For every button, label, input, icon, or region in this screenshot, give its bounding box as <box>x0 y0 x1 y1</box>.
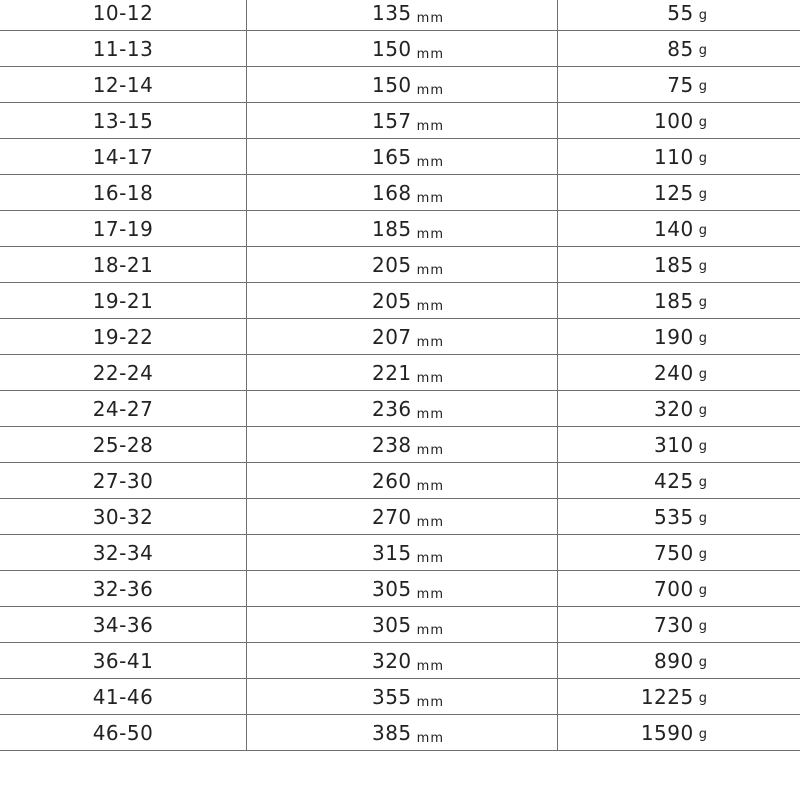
length-wrap <box>372 1 444 25</box>
weight-value: 700 <box>654 576 694 601</box>
length-unit: mm <box>416 154 444 170</box>
length-wrap <box>372 73 444 97</box>
length-cell <box>247 715 558 750</box>
weight-cell <box>558 211 800 246</box>
weight-unit: g <box>698 475 708 490</box>
length-unit: mm <box>416 586 444 602</box>
length-wrap <box>372 181 444 205</box>
weight-value: 535 <box>654 504 694 529</box>
weight-unit: g <box>698 367 708 382</box>
weight-value: 85 <box>667 36 694 61</box>
length-cell <box>247 607 558 642</box>
size-value: 17-19 <box>92 216 154 241</box>
length-unit: mm <box>416 658 444 674</box>
size-cell <box>0 139 247 174</box>
size-cell <box>0 463 247 498</box>
size-value: 46-50 <box>92 720 154 745</box>
weight-cell <box>558 679 800 714</box>
length-wrap <box>372 505 444 529</box>
size-cell <box>0 211 247 246</box>
weight-unit: g <box>698 439 708 454</box>
table-row <box>0 31 800 67</box>
weight-value: 190 <box>654 324 694 349</box>
size-value: 22-24 <box>92 360 154 385</box>
length-cell <box>247 31 558 66</box>
weight-cell <box>558 391 800 426</box>
size-cell <box>0 319 247 354</box>
length-value: 205 <box>371 288 412 313</box>
length-unit: mm <box>416 442 444 458</box>
weight-value: 1590 <box>640 720 694 745</box>
table-row <box>0 607 800 643</box>
length-value: 165 <box>371 144 412 169</box>
table-row <box>0 427 800 463</box>
weight-cell <box>558 427 800 462</box>
size-value: 32-34 <box>92 540 154 565</box>
weight-cell <box>558 355 800 390</box>
table-row <box>0 535 800 571</box>
weight-cell <box>558 283 800 318</box>
length-value: 185 <box>371 216 412 241</box>
weight-unit: g <box>698 655 708 670</box>
size-cell <box>0 535 247 570</box>
length-wrap <box>372 721 444 745</box>
size-value: 34-36 <box>92 612 154 637</box>
length-value: 320 <box>371 648 412 673</box>
size-value: 19-22 <box>92 324 154 349</box>
size-value: 30-32 <box>92 504 154 529</box>
size-value: 10-12 <box>92 1 154 25</box>
length-unit: mm <box>416 226 444 242</box>
size-cell <box>0 283 247 318</box>
size-value: 18-21 <box>92 252 154 277</box>
weight-cell <box>558 607 800 642</box>
length-cell <box>247 211 558 246</box>
table-row <box>0 139 800 175</box>
size-cell <box>0 427 247 462</box>
size-value: 19-21 <box>92 288 154 313</box>
length-unit: mm <box>416 694 444 710</box>
length-unit: mm <box>416 190 444 206</box>
weight-cell <box>558 247 800 282</box>
length-value: 150 <box>371 72 412 97</box>
size-cell <box>0 0 247 30</box>
weight-cell <box>558 175 800 210</box>
weight-value: 140 <box>654 216 694 241</box>
length-unit: mm <box>416 334 444 350</box>
weight-unit: g <box>698 547 708 562</box>
weight-unit: g <box>698 331 708 346</box>
table-row <box>0 715 800 751</box>
length-value: 305 <box>371 576 412 601</box>
weight-unit: g <box>698 619 708 634</box>
weight-value: 1225 <box>640 684 694 709</box>
weight-cell <box>558 319 800 354</box>
weight-value: 890 <box>654 648 694 673</box>
table-row <box>0 211 800 247</box>
table-row <box>0 103 800 139</box>
weight-cell <box>558 67 800 102</box>
length-unit: mm <box>416 298 444 314</box>
weight-cell <box>558 499 800 534</box>
length-cell <box>247 355 558 390</box>
size-value: 16-18 <box>92 180 154 205</box>
size-value: 24-27 <box>92 396 154 421</box>
size-cell <box>0 679 247 714</box>
length-cell <box>247 643 558 678</box>
size-cell <box>0 643 247 678</box>
length-wrap <box>372 433 444 457</box>
size-value: 11-13 <box>92 36 154 61</box>
size-cell <box>0 715 247 750</box>
length-cell <box>247 391 558 426</box>
table-row <box>0 571 800 607</box>
table-row <box>0 247 800 283</box>
length-wrap <box>372 649 444 673</box>
table-row <box>0 283 800 319</box>
weight-unit: g <box>698 223 708 238</box>
length-wrap <box>372 577 444 601</box>
table-row <box>0 175 800 211</box>
length-wrap <box>372 325 444 349</box>
weight-cell <box>558 571 800 606</box>
weight-unit: g <box>698 691 708 706</box>
weight-unit: g <box>698 259 708 274</box>
weight-unit: g <box>698 151 708 166</box>
length-cell <box>247 535 558 570</box>
length-value: 207 <box>371 324 412 349</box>
length-cell <box>247 103 558 138</box>
weight-value: 110 <box>654 144 694 169</box>
weight-value: 125 <box>654 180 694 205</box>
length-unit: mm <box>416 46 444 62</box>
weight-unit: g <box>698 115 708 130</box>
length-cell <box>247 679 558 714</box>
length-cell <box>247 499 558 534</box>
length-value: 270 <box>371 504 412 529</box>
length-unit: mm <box>416 262 444 278</box>
weight-unit: g <box>698 79 708 94</box>
size-cell <box>0 355 247 390</box>
size-value: 27-30 <box>92 468 154 493</box>
length-wrap <box>372 469 444 493</box>
weight-value: 425 <box>654 468 694 493</box>
length-unit: mm <box>416 730 444 746</box>
table-row <box>0 391 800 427</box>
length-value: 150 <box>371 36 412 61</box>
size-value: 14-17 <box>92 144 154 169</box>
weight-cell <box>558 139 800 174</box>
size-cell <box>0 103 247 138</box>
length-wrap <box>372 613 444 637</box>
size-cell <box>0 67 247 102</box>
size-cell <box>0 499 247 534</box>
table-row <box>0 679 800 715</box>
weight-unit: g <box>698 7 708 23</box>
table-row <box>0 0 800 31</box>
length-cell <box>247 67 558 102</box>
weight-unit: g <box>698 727 708 742</box>
length-cell <box>247 319 558 354</box>
weight-cell <box>558 643 800 678</box>
weight-cell <box>558 535 800 570</box>
length-cell <box>247 175 558 210</box>
weight-value: 75 <box>667 72 694 97</box>
length-value: 238 <box>371 432 412 457</box>
weight-unit: g <box>698 295 708 310</box>
weight-cell <box>558 103 800 138</box>
length-cell <box>247 427 558 462</box>
weight-value: 100 <box>654 108 694 133</box>
weight-value: 310 <box>654 432 694 457</box>
length-unit: mm <box>416 514 444 530</box>
table-row <box>0 643 800 679</box>
weight-value: 185 <box>654 288 694 313</box>
table-row <box>0 355 800 391</box>
size-cell <box>0 571 247 606</box>
length-unit: mm <box>416 118 444 134</box>
size-cell <box>0 31 247 66</box>
weight-unit: g <box>698 403 708 418</box>
length-wrap <box>372 145 444 169</box>
length-cell <box>247 247 558 282</box>
length-value: 355 <box>371 684 412 709</box>
length-cell <box>247 463 558 498</box>
length-value: 168 <box>371 180 412 205</box>
length-unit: mm <box>416 82 444 98</box>
weight-value: 750 <box>654 540 694 565</box>
length-value: 305 <box>371 612 412 637</box>
size-value: 41-46 <box>92 684 154 709</box>
length-value: 385 <box>371 720 412 745</box>
length-unit: mm <box>416 406 444 422</box>
length-unit: mm <box>416 11 444 26</box>
size-cell <box>0 175 247 210</box>
length-wrap <box>372 685 444 709</box>
table-row <box>0 319 800 355</box>
table-row <box>0 67 800 103</box>
size-value: 13-15 <box>92 108 154 133</box>
weight-value: 240 <box>654 360 694 385</box>
weight-unit: g <box>698 511 708 526</box>
length-value: 221 <box>371 360 412 385</box>
table-row <box>0 463 800 499</box>
length-value: 260 <box>371 468 412 493</box>
weight-cell <box>558 31 800 66</box>
length-wrap <box>372 289 444 313</box>
length-value: 236 <box>371 396 412 421</box>
table-row <box>0 499 800 535</box>
size-cell <box>0 247 247 282</box>
length-value: 205 <box>371 252 412 277</box>
length-value: 315 <box>371 540 412 565</box>
size-cell <box>0 607 247 642</box>
weight-cell <box>558 463 800 498</box>
length-wrap <box>372 253 444 277</box>
length-wrap <box>372 397 444 421</box>
weight-cell <box>558 715 800 750</box>
size-value: 25-28 <box>92 432 154 457</box>
length-unit: mm <box>416 478 444 494</box>
length-wrap <box>372 217 444 241</box>
length-wrap <box>372 37 444 61</box>
length-wrap <box>372 109 444 133</box>
weight-unit: g <box>698 43 708 58</box>
length-cell <box>247 139 558 174</box>
weight-cell <box>558 0 800 30</box>
weight-unit: g <box>698 583 708 598</box>
size-cell <box>0 391 247 426</box>
size-value: 12-14 <box>92 72 154 97</box>
size-value: 36-41 <box>92 648 154 673</box>
length-wrap <box>372 541 444 565</box>
length-cell <box>247 283 558 318</box>
length-value: 135 <box>371 1 412 25</box>
weight-value: 730 <box>654 612 694 637</box>
length-unit: mm <box>416 550 444 566</box>
weight-unit: g <box>698 187 708 202</box>
weight-value: 185 <box>654 252 694 277</box>
length-unit: mm <box>416 622 444 638</box>
size-value: 32-36 <box>92 576 154 601</box>
length-unit: mm <box>416 370 444 386</box>
length-value: 157 <box>371 108 412 133</box>
length-cell <box>247 571 558 606</box>
length-cell <box>247 0 558 30</box>
weight-value: 55 <box>667 1 694 25</box>
length-wrap <box>372 361 444 385</box>
weight-value: 320 <box>654 396 694 421</box>
